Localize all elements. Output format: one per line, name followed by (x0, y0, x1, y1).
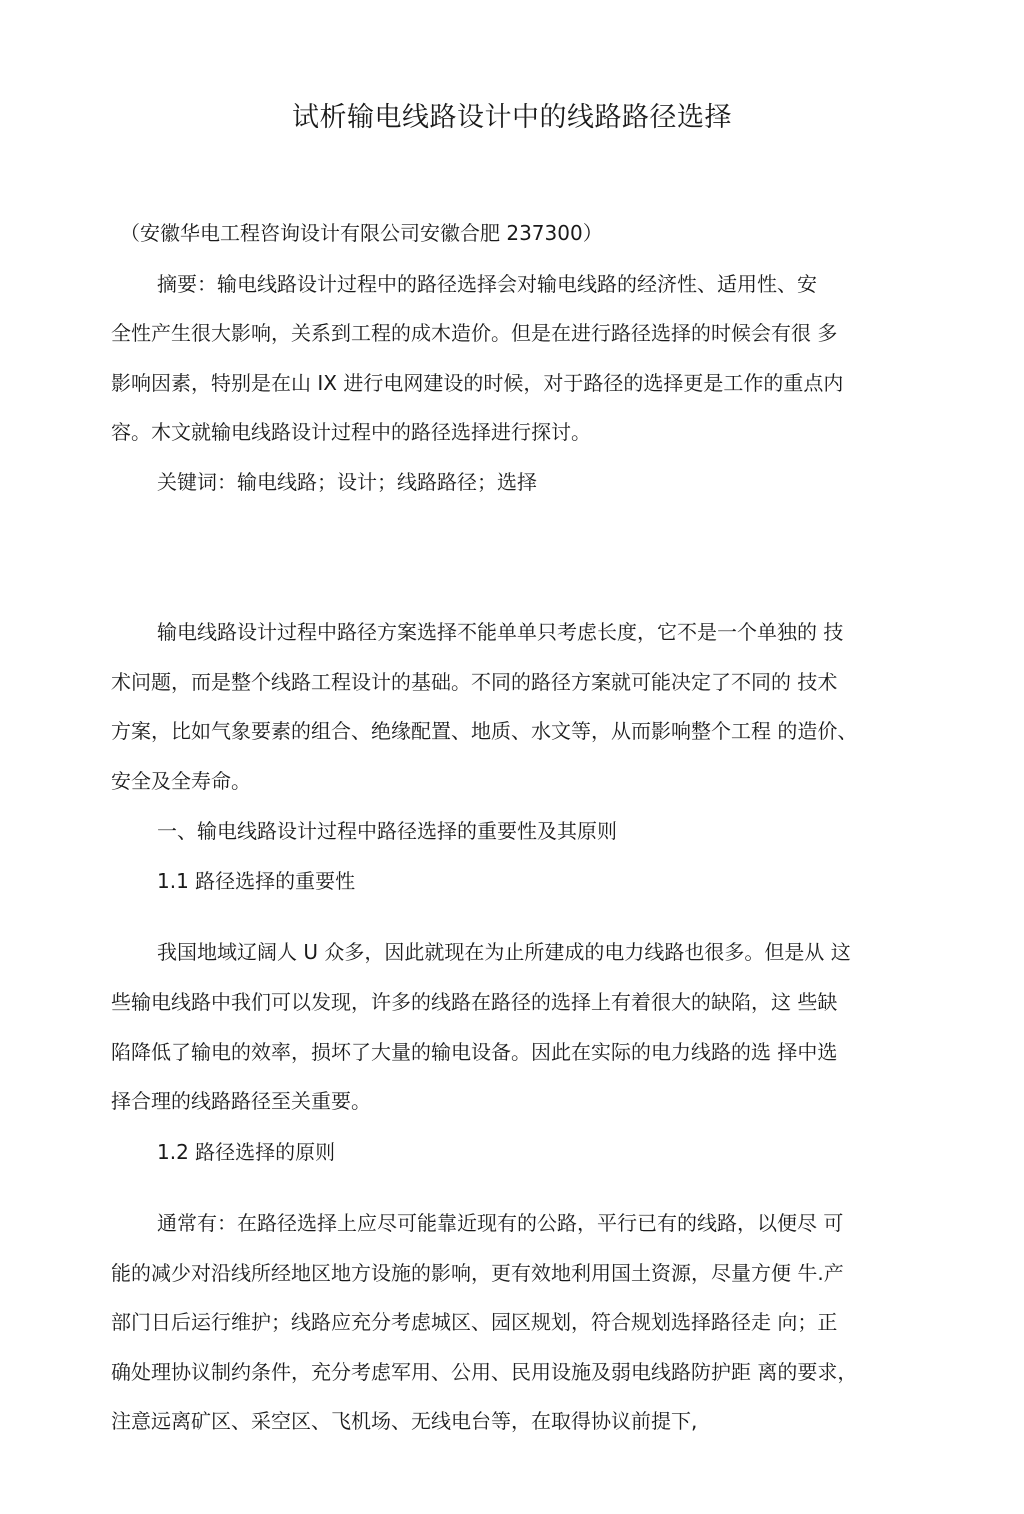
paragraph-line: 通常有：在路径选择上应尽可能靠近现有的公路，平行已有的线路，以便尽 可 (157, 1211, 844, 1235)
document-title: 试析输电线路设计中的线路路径选择 (292, 102, 732, 133)
subsection-heading: 1.2 路径选择的原则 (157, 1140, 336, 1164)
abstract-line: 全性产生很大影响，关系到工程的成木造价。但是在进行路径选择的时候会有很 多 (111, 321, 838, 345)
paragraph-line: 我国地域辽阔人 U 众多，因此就现在为止所建成的电力线路也很多。但是从 这 (157, 940, 851, 964)
paragraph-line: 注意远离矿区、采空区、飞机场、无线电台等，在取得协议前提下, (111, 1409, 698, 1433)
abstract-line: 影响因素，特别是在山 IX 进行电网建设的时候，对于路径的选择更是工作的重点内 (111, 371, 844, 395)
paragraph-line: 陷降低了输电的效率，损坏了大量的输电设备。因此在实际的电力线路的选 择中选 (111, 1040, 838, 1064)
paragraph-line: 部门日后运行维护；线路应充分考虑城区、园区规划，符合规划选择路径走 向；正 (111, 1310, 838, 1334)
paragraph-line: 能的减少对沿线所经地区地方设施的影响，更有效地利用国土资源，尽量方便 牛.产 (111, 1261, 844, 1285)
paragraph-line: 安全及全寿命。 (111, 769, 251, 793)
author-affiliation: （安徽华电工程咨询设计有限公司安徽合肥 237300） (120, 221, 603, 245)
paragraph-line: 方案，比如气象要素的组合、绝缘配置、地质、水文等，从而影响整个工程 的造价、 (111, 719, 858, 743)
paragraph-line: 择合理的线路路径至关重要。 (111, 1089, 371, 1113)
subsection-heading: 1.1 路径选择的重要性 (157, 869, 356, 893)
paragraph-line: 确处理协议制约条件，充分考虑军用、公用、民用设施及弱电线路防护距 离的要求， (111, 1360, 858, 1384)
paragraph-line: 些输电线路中我们可以发现，许多的线路在路径的选择上有着很大的缺陷，这 些缺 (111, 990, 838, 1014)
paragraph-line: 输电线路设计过程中路径方案选择不能单单只考虑长度，它不是一个单独的 技 (157, 620, 844, 644)
section-heading: 一、输电线路设计过程中路径选择的重要性及其原则 (157, 819, 617, 843)
paragraph-line: 术问题，而是整个线路工程设计的基础。不同的路径方案就可能决定了不同的 技术 (111, 670, 838, 694)
keywords: 关键词：输电线路；设计；线路路径；选择 (157, 470, 537, 494)
abstract-line: 摘要：输电线路设计过程中的路径选择会对输电线路的经济性、适用性、安 (157, 272, 817, 296)
abstract-line: 容。木文就输电线路设计过程中的路径选择进行探讨。 (111, 420, 591, 444)
